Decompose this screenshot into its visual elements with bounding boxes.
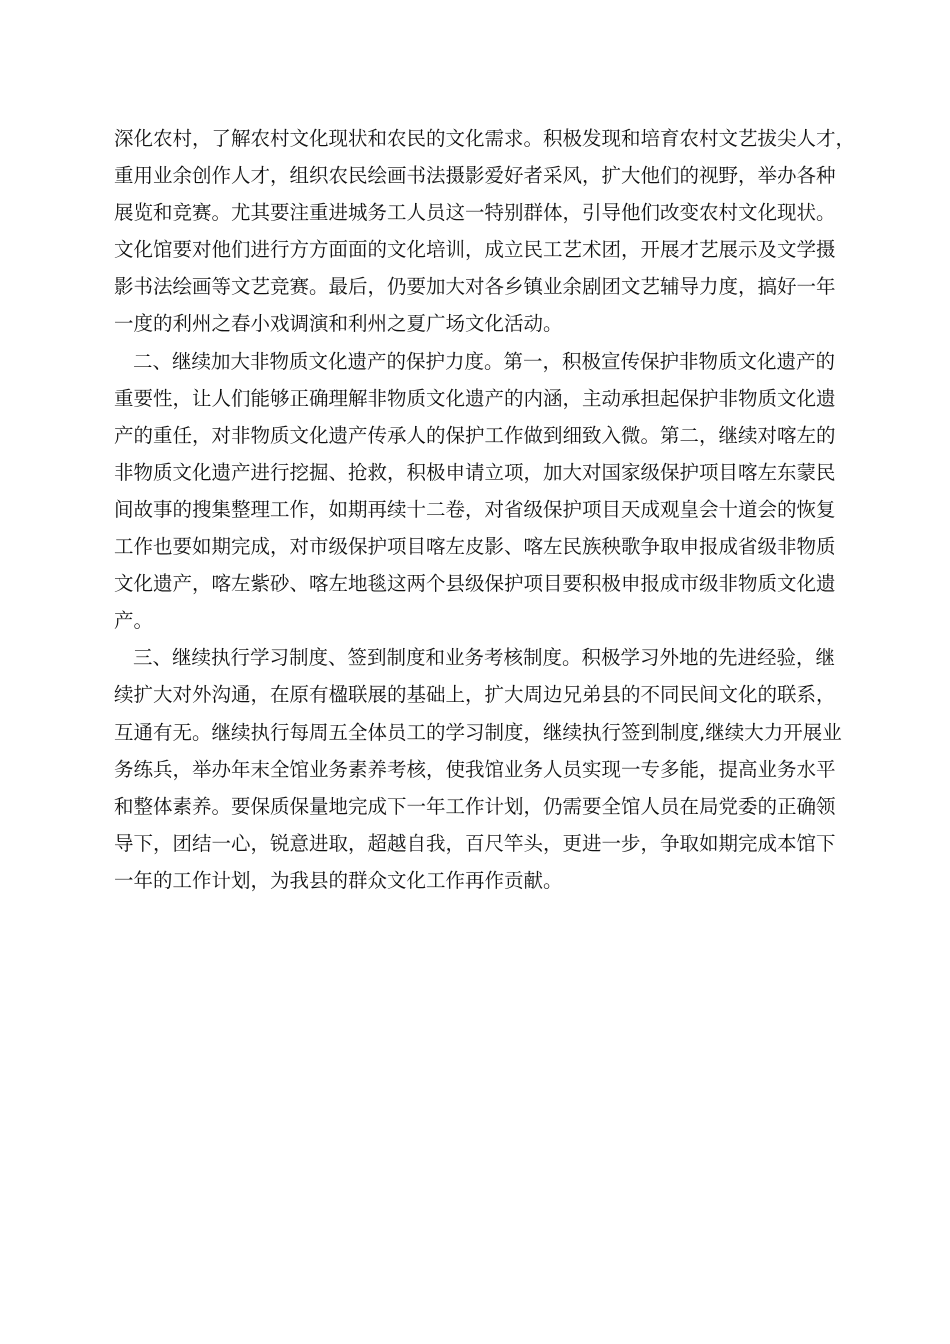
paragraph-line: 一年的工作计划，为我县的群众文化工作再作贡献。: [114, 868, 563, 892]
paragraph-line: 重用业余创作人才，组织农民绘画书法摄影爱好者采风，扩大他们的视野，举办各种: [114, 164, 836, 188]
paragraph-3: [114, 639, 844, 899]
paragraph-line: 务练兵，举办年末全馆业务素养考核，使我馆业务人员实现一专多能，提高业务水平: [114, 757, 836, 781]
paragraph-line: 一度的利州之春小戏调演和利州之夏广场文化活动。: [114, 312, 563, 336]
paragraph-line: 间故事的搜集整理工作，如期再续十二卷，对省级保护项目天成观皇会十道会的恢复: [114, 497, 836, 521]
paragraph-line: 深化农村，了解农村文化现状和农民的文化需求。积极发现和培育农村文艺拔尖人才，: [114, 127, 856, 150]
paragraph-line: 三、继续执行学习制度、签到制度和业务考核制度。积极学习外地的先进经验，继: [133, 646, 836, 670]
paragraph-line: 二、继续加大非物质文化遗产的保护力度。第一，积极宣传保护非物质文化遗产的: [133, 349, 836, 373]
paragraph-1: [114, 120, 856, 343]
paragraph-line: 产。: [114, 609, 154, 633]
paragraph-line: 文化馆要对他们进行方方面面的文化培训，成立民工艺术团，开展才艺展示及文学摄: [114, 238, 836, 262]
paragraph-line: 重要性，让人们能够正确理解非物质文化遗产的内涵，主动承担起保护非物质文化遗: [114, 386, 836, 410]
paragraph-line: 续扩大对外沟通，在原有楹联展的基础上，扩大周边兄弟县的不同民间文化的联系，: [114, 683, 836, 707]
paragraph-line: 展览和竞赛。尤其要注重进城务工人员这一特别群体，引导他们改变农村文化现状。: [114, 201, 836, 225]
paragraph-line: 影书法绘画等文艺竞赛。最后，仍要加大对各乡镇业余剧团文艺辅导力度，搞好一年: [114, 275, 836, 299]
paragraph-line: 非物质文化遗产进行挖掘、抢救，积极申请立项，加大对国家级保护项目喀左东蒙民: [114, 460, 836, 484]
paragraph-2: [114, 343, 844, 640]
paragraph-line: 产的重任，对非物质文化遗产传承人的保护工作做到细致入微。第二，继续对喀左的: [114, 423, 836, 447]
paragraph-line: 工作也要如期完成，对市级保护项目喀左皮影、喀左民族秧歌争取申报成省级非物质: [114, 535, 836, 559]
paragraph-line: 文化遗产，喀左紫砂、喀左地毯这两个县级保护项目要积极申报成市级非物质文化遗: [114, 572, 836, 596]
paragraph-line: 导下，团结一心，锐意进取，超越自我，百尺竿头，更进一步，争取如期完成本馆下: [114, 831, 836, 855]
document-body: [114, 120, 856, 899]
paragraph-line: 和整体素养。要保质保量地完成下一年工作计划，仍需要全馆人员在局党委的正确领: [114, 794, 836, 818]
paragraph-line: 互通有无。继续执行每周五全体员工的学习制度，继续执行签到制度,继续大力开展业: [114, 720, 842, 744]
